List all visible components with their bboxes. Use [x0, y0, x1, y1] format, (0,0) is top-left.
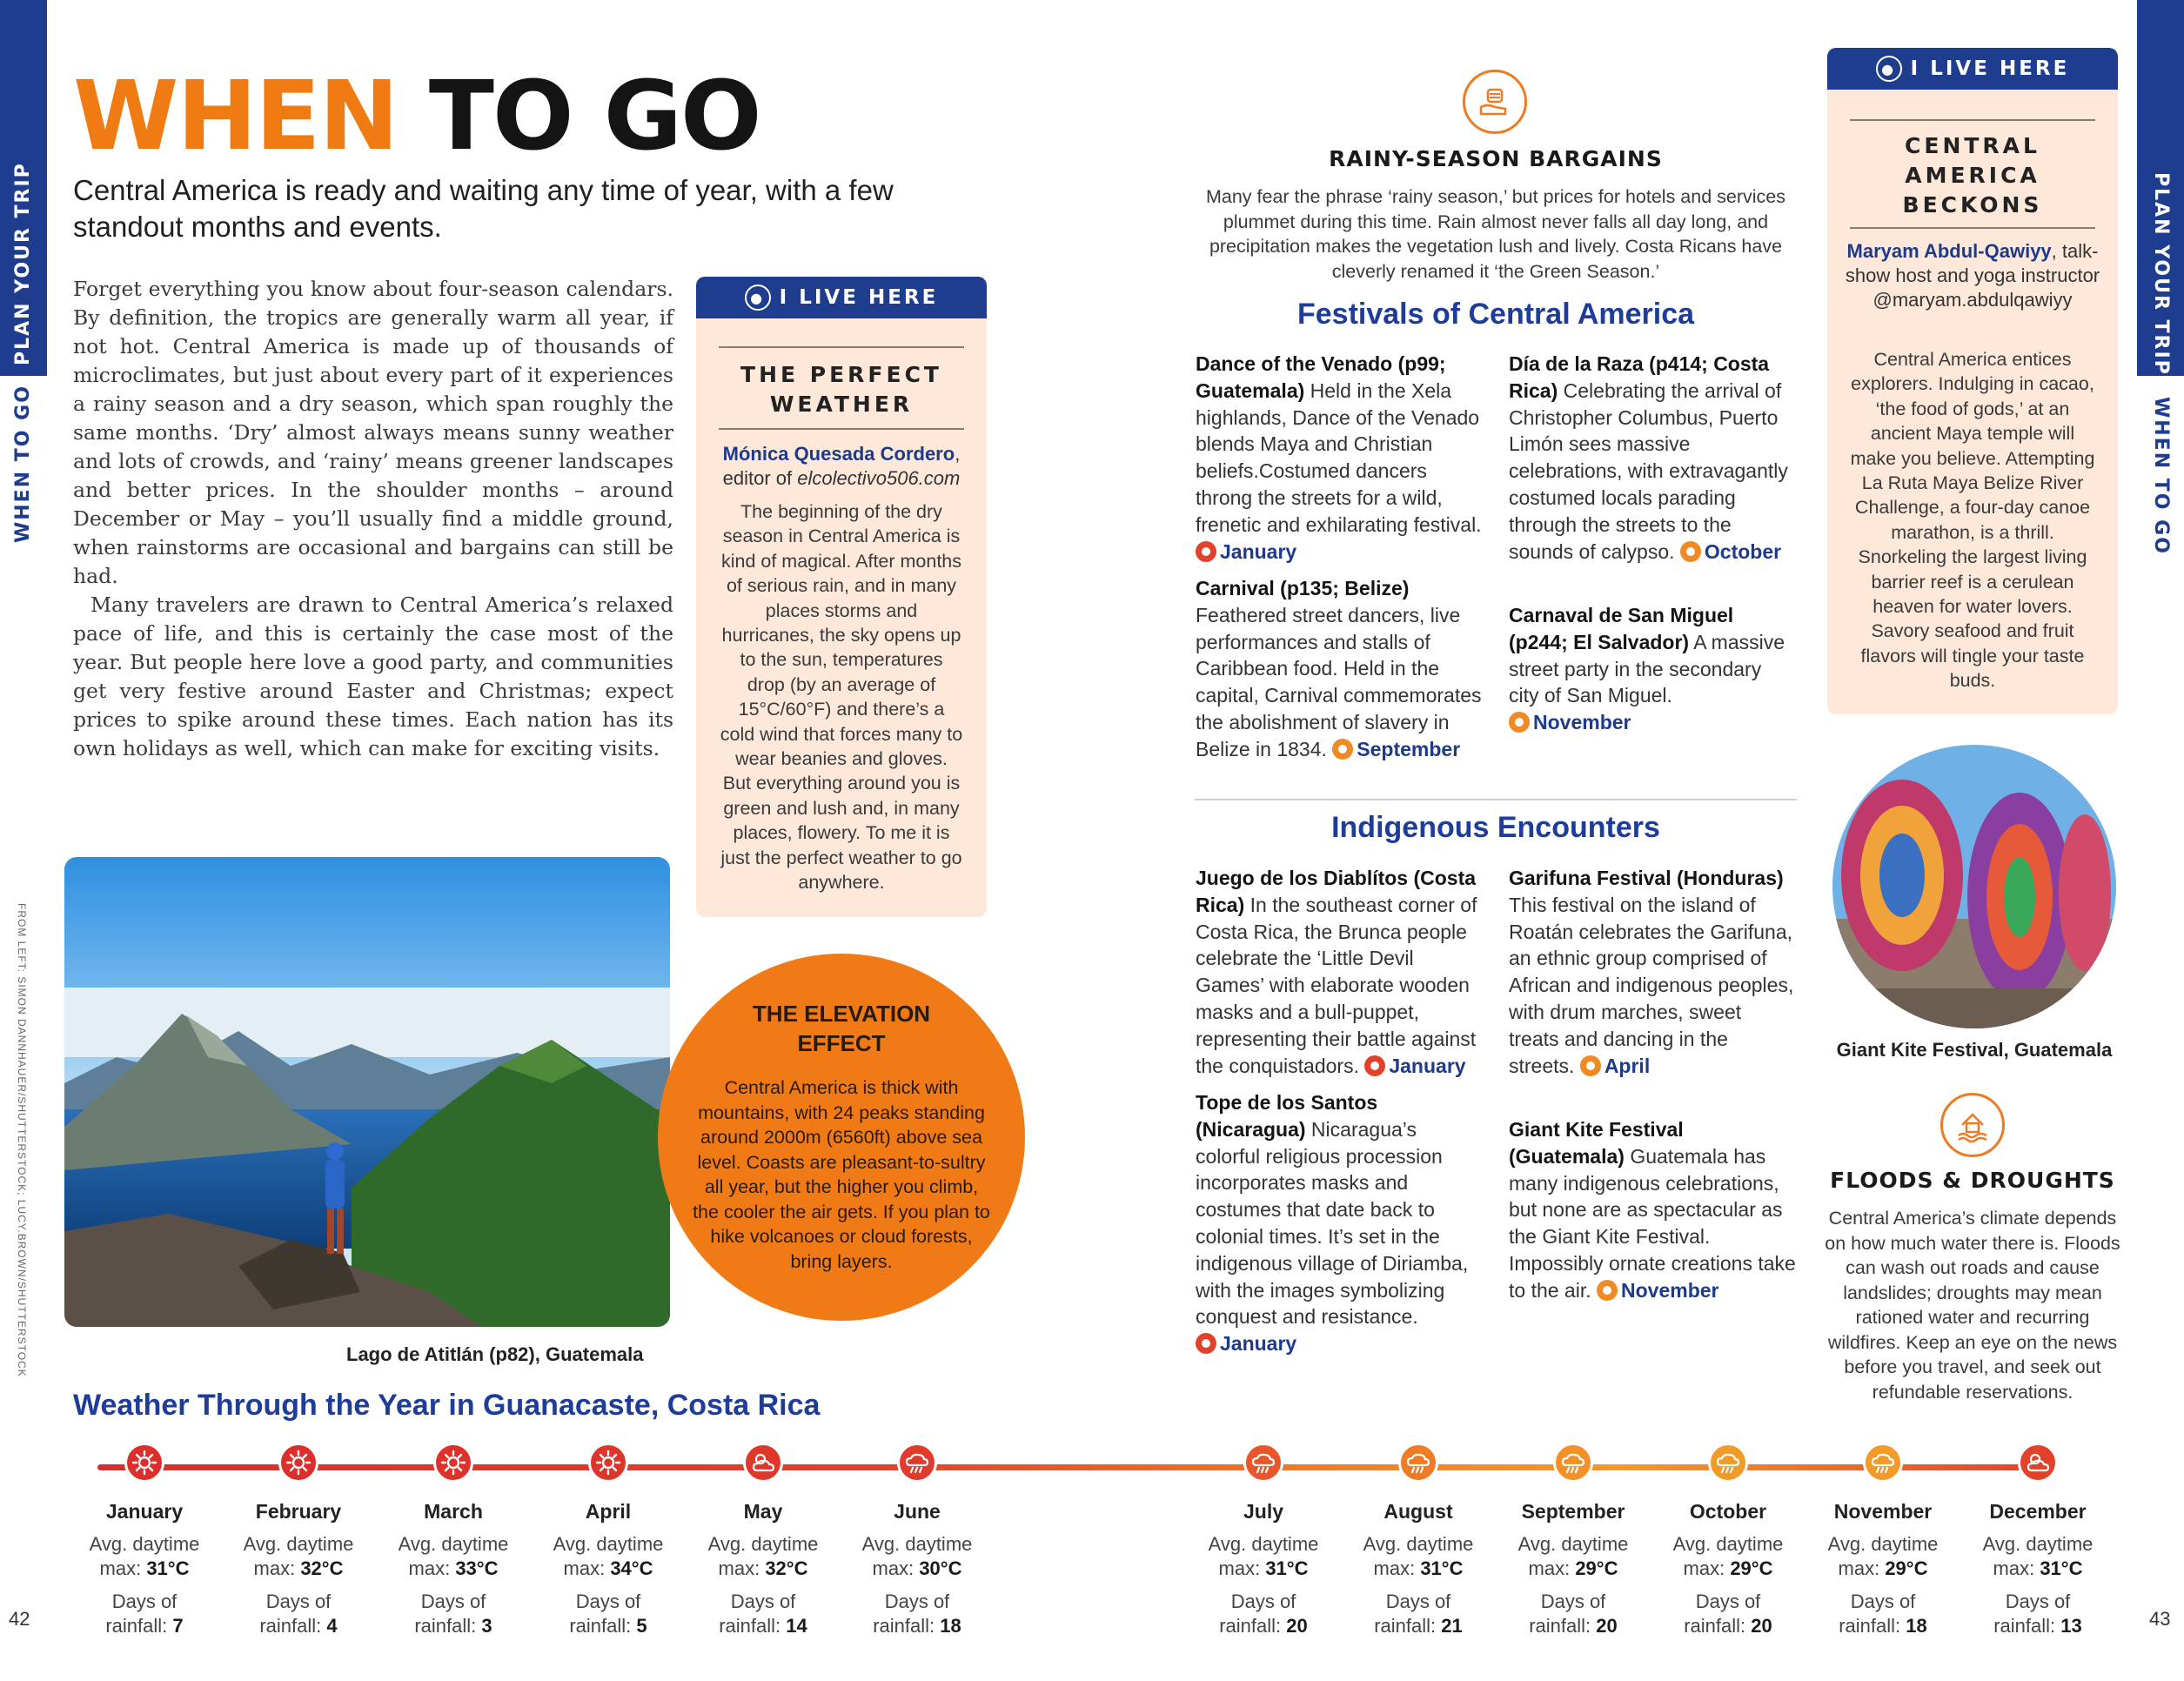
rain-cloud-icon	[1243, 1443, 1283, 1483]
sun-icon	[278, 1443, 318, 1483]
sun-icon	[588, 1443, 628, 1483]
section-divider	[1195, 799, 1797, 800]
temp-label: max:	[563, 1557, 611, 1579]
rain-value: 7	[172, 1615, 184, 1637]
festivals-heading: Festivals of Central America	[1296, 298, 1695, 331]
sun-icon	[433, 1443, 473, 1483]
weather-month-february	[224, 1443, 372, 1638]
rain-cloud-icon	[1597, 1280, 1618, 1301]
weather-temp	[843, 1532, 991, 1581]
sun-cloud-icon	[2018, 1443, 2058, 1483]
rain-label: Days of	[111, 1591, 178, 1612]
weather-month-name: May	[743, 1500, 783, 1523]
weather-month-august	[1344, 1443, 1492, 1638]
weather-month-name: September	[1521, 1500, 1625, 1523]
indigenous-item	[1509, 865, 1796, 1079]
temp-label: max:	[718, 1557, 766, 1579]
rain-label: Days of	[1695, 1591, 1761, 1612]
author-credit: Maryam Abdul-Qawiyy, talk-show host and yoga instructor @maryam.abdulqawiyy	[1845, 240, 2100, 311]
sun-icon	[1196, 1333, 1216, 1354]
flood-house-icon-glyph	[1953, 1106, 1992, 1144]
floods-text: Central America’s climate depends on how much water there is. Floods can wash out roads and cause landslides; droughts may mean rationed water and recurring wildfires. Keep an eye on the news before you travel, and seek out refundable reservations.	[1825, 1208, 2120, 1403]
temp-label: max:	[872, 1557, 920, 1579]
weather-month-june	[843, 1443, 991, 1638]
title-line: WEATHER	[769, 392, 914, 417]
temp-value: 29°C	[1885, 1557, 1928, 1579]
temp-label: Avg. daytime	[1517, 1533, 1629, 1555]
month-label: January	[1220, 539, 1297, 563]
temp-label: max:	[1528, 1557, 1576, 1579]
temp-label: max:	[1838, 1557, 1886, 1579]
lake-photo-illustration	[64, 857, 670, 1327]
temp-value: 31°C	[146, 1557, 190, 1579]
temp-value: 31°C	[1420, 1557, 1464, 1579]
live-here-title	[696, 360, 987, 419]
author-name: Mónica Quesada Cordero	[722, 443, 955, 465]
sun-icon	[1364, 1055, 1385, 1076]
flood-house-icon	[1940, 1093, 2005, 1157]
photo-credit: FROM LEFT: SIMON DANNHAUER/SHUTTERSTOCK; LUCY.BROWN/SHUTTERSTOCK	[16, 903, 28, 1377]
rain-label: rainfall:	[569, 1615, 637, 1637]
temp-label: max:	[1218, 1557, 1266, 1579]
rain-label: Days of	[1850, 1591, 1916, 1612]
elevation-title	[658, 999, 1025, 1058]
festival-item	[1196, 575, 1483, 763]
author-credit: Mónica Quesada Cordero, editor of elcolectivo506.com	[722, 443, 961, 489]
divider	[1850, 119, 2095, 121]
indigenous-heading: Indigenous Encounters	[1331, 811, 1660, 844]
live-here-title	[1827, 131, 2118, 220]
weather-month-name: October	[1689, 1500, 1767, 1523]
left-tab-label: PLAN YOUR TRIP	[12, 162, 34, 365]
weather-temp	[1964, 1532, 2112, 1581]
title-line: AMERICA	[1905, 163, 2040, 188]
weather-month-name: June	[894, 1500, 941, 1523]
temp-label: max:	[99, 1557, 147, 1579]
indigenous-month	[1597, 1279, 1718, 1302]
weather-month-name: November	[1833, 1500, 1933, 1523]
rain-label: rainfall:	[105, 1615, 173, 1637]
festival-item	[1196, 351, 1483, 565]
temp-value: 34°C	[610, 1557, 653, 1579]
sun-icon	[124, 1443, 164, 1483]
weather-temp	[379, 1532, 527, 1581]
weather-rain	[1964, 1590, 2112, 1638]
rain-label: rainfall:	[719, 1615, 787, 1637]
month-label: November	[1533, 711, 1631, 734]
weather-rain	[843, 1590, 991, 1638]
weather-month-january	[70, 1443, 218, 1638]
rain-label: Days of	[420, 1591, 486, 1612]
rain-label: rainfall:	[1993, 1615, 2061, 1637]
rain-label: rainfall:	[1684, 1615, 1752, 1637]
rain-label: Days of	[730, 1591, 796, 1612]
rain-label: rainfall:	[1219, 1615, 1287, 1637]
rain-label: rainfall:	[1529, 1615, 1597, 1637]
festival-text: Held in the Xela highlands, Dance of the Venado blends Maya and Christian beliefs.Costumed dancers throng the streets for a wild, frenetic and exhilarating festival.	[1196, 378, 1482, 536]
weather-month-name: December	[1989, 1500, 2087, 1523]
weather-rain	[379, 1590, 527, 1638]
right-section-label: WHEN TO GO	[2150, 397, 2172, 555]
month-label: November	[1621, 1278, 1719, 1302]
rain-value: 13	[2060, 1615, 2082, 1637]
rain-cloud-icon	[1708, 1443, 1748, 1483]
lake-photo-caption: Lago de Atitlán (p82), Guatemala	[346, 1343, 644, 1365]
weather-rain	[224, 1590, 372, 1638]
weather-month-name: February	[255, 1500, 342, 1523]
rain-value: 21	[1441, 1615, 1463, 1637]
temp-value: 32°C	[765, 1557, 808, 1579]
title-when: WHEN	[73, 60, 398, 171]
month-label: October	[1704, 539, 1782, 563]
rain-value: 4	[326, 1615, 338, 1637]
live-here-box-beckons	[1827, 48, 2118, 714]
weather-month-july	[1189, 1443, 1337, 1638]
temp-label: max:	[253, 1557, 301, 1579]
rain-value: 20	[1751, 1615, 1772, 1637]
indigenous-text: Nicaragua’s colorful religious procession incorporates masks and costumes that date back to colonial times. It’s set in the indigenous village of Diriamba, with the images symbolizing conquest and resistance.	[1196, 1117, 1469, 1329]
rain-value: 20	[1596, 1615, 1618, 1637]
author-name: Maryam Abdul-Qawiyy	[1846, 240, 2052, 262]
festival-name: Dance of the Venado (p99; Guatemala)	[1196, 352, 1446, 402]
page-title	[73, 60, 760, 171]
title-to-go: TO GO	[428, 60, 760, 171]
indigenous-name: Juego de los Diablítos (Costa Rica)	[1196, 867, 1477, 916]
live-here-box-weather	[696, 277, 987, 917]
divider	[719, 428, 964, 430]
rain-label: rainfall:	[1374, 1615, 1442, 1637]
month-label: January	[1220, 1332, 1297, 1356]
kite-festival-photo	[1832, 745, 2116, 1028]
indigenous-month	[1580, 1055, 1650, 1077]
weather-month-may	[689, 1443, 837, 1638]
sun-cloud-icon	[1580, 1055, 1601, 1076]
rain-value: 14	[786, 1615, 807, 1637]
temp-value: 31°C	[2040, 1557, 2083, 1579]
temp-value: 31°C	[1265, 1557, 1309, 1579]
page-subtitle: Central America is ready and waiting any time of year, with a few standout months and events.	[73, 174, 894, 243]
temp-value: 32°C	[300, 1557, 344, 1579]
indigenous-month	[1364, 1055, 1465, 1077]
month-label: April	[1604, 1054, 1651, 1077]
temp-label: Avg. daytime	[553, 1533, 664, 1555]
temp-label: Avg. daytime	[707, 1533, 819, 1555]
rain-value: 18	[940, 1615, 961, 1637]
weather-temp	[1499, 1532, 1647, 1581]
page-number-left: 42	[9, 1608, 30, 1630]
rain-label: rainfall:	[414, 1615, 482, 1637]
weather-month-name: April	[585, 1500, 632, 1523]
rain-value: 20	[1286, 1615, 1308, 1637]
title-line: CENTRAL	[1905, 133, 2040, 158]
weather-month-name: March	[424, 1500, 483, 1523]
indigenous-name: Garifuna Festival (Honduras)	[1509, 867, 1784, 889]
rain-cloud-icon	[1553, 1443, 1593, 1483]
pin-badge-icon: ●	[745, 285, 771, 311]
left-section-label: WHEN TO GO	[12, 385, 34, 543]
weather-rain	[689, 1590, 837, 1638]
sun-cloud-icon	[1332, 739, 1353, 760]
temp-label: Avg. daytime	[1672, 1533, 1784, 1555]
live-here-text: Central America entices explorers. Indulging in cacao, ‘the food of gods,’ at an ancient Maya temple will make you believe. Attempting La Ruta Maya Belize River Challenge, a four-day canoe marathon, is a thrill. Snorkeling the largest living barrier reef is a cerulean heaven for water lovers. Savory seafood and fruit flavors will tingle your taste buds.	[1850, 349, 2095, 692]
kite-photo-caption: Giant Kite Festival, Guatemala	[1836, 1039, 2113, 1061]
sun-cloud-icon	[743, 1443, 783, 1483]
weather-temp	[1344, 1532, 1492, 1581]
indigenous-item	[1509, 1116, 1796, 1304]
rain-label: Days of	[884, 1591, 950, 1612]
pin-badge-icon: ●	[1876, 56, 1902, 82]
festival-text: Feathered street dancers, live performances and stalls of Caribbean food. Held in the capital, Carnival commemorates the abolishment of slavery in Belize in 1834.	[1196, 603, 1482, 760]
lake-atitlan-photo	[64, 857, 670, 1327]
weather-rain	[1809, 1590, 1957, 1638]
rain-label: Days of	[1230, 1591, 1296, 1612]
weather-temp	[534, 1532, 682, 1581]
temp-label: Avg. daytime	[89, 1533, 200, 1555]
floods-title: FLOODS & DROUGHTS	[1830, 1168, 2115, 1193]
temp-value: 33°C	[455, 1557, 499, 1579]
festival-name: Día de la Raza (p414; Costa Rica)	[1509, 352, 1770, 402]
weather-rain	[1189, 1590, 1337, 1638]
month-label: September	[1357, 737, 1461, 760]
temp-value: 30°C	[919, 1557, 962, 1579]
weather-rain	[1344, 1590, 1492, 1638]
indigenous-text: In the southeast corner of Costa Rica, the Brunca people celebrate the ‘Little Devil Games’ with elaborate wooden masks and a bull-puppet, representing their battle against the conquistadors.	[1196, 893, 1477, 1077]
weather-month-september	[1499, 1443, 1647, 1638]
live-here-label: I LIVE HERE	[779, 286, 939, 309]
weather-temp	[70, 1532, 218, 1581]
indigenous-item	[1196, 1089, 1483, 1357]
author-role: editor of	[722, 467, 798, 489]
weather-temp	[689, 1532, 837, 1581]
rainy-season-text: Many fear the phrase ‘rainy season,’ but prices for hotels and services plummet during this time. Rain almost never falls all day long, and precipitation makes the vegetation lush and lively. Costa Ricans have cleverly renamed it ‘the Green Season.’	[1205, 186, 1786, 282]
rain-label: Days of	[2005, 1591, 2071, 1612]
weather-temp	[1654, 1532, 1802, 1581]
title-line: THE ELEVATION	[752, 1001, 931, 1027]
rainy-season-title: RAINY-SEASON BARGAINS	[1329, 146, 1663, 171]
temp-value: 29°C	[1575, 1557, 1618, 1579]
weather-month-name: August	[1383, 1500, 1453, 1523]
live-here-label: I LIVE HERE	[1910, 57, 2070, 80]
weather-rain	[1654, 1590, 1802, 1638]
rain-label: Days of	[265, 1591, 332, 1612]
weather-temp	[1189, 1532, 1337, 1581]
title-line: THE PERFECT	[740, 362, 942, 387]
festival-text: Celebrating the arrival of Christopher Columbus, Puerto Limón sees massive celebrations, with extravagantly costumed locals parading through the streets to the sounds of calypso.	[1509, 378, 1788, 563]
temp-label: Avg. daytime	[398, 1533, 509, 1555]
weather-temp	[1809, 1532, 1957, 1581]
festival-name: Carnival (p135; Belize)	[1196, 577, 1410, 599]
temp-label: max:	[408, 1557, 456, 1579]
festival-month	[1332, 738, 1460, 760]
month-label: January	[1389, 1054, 1466, 1077]
rain-cloud-icon	[1398, 1443, 1438, 1483]
live-here-text: The beginning of the dry season in Central America is kind of magical. After months of serious rain, and in many places storms and hurricanes, the sky opens up to the sun, temperatures drop (by an average of 15°C/60°F) and there’s a cold wind that forces many to wear beanies and gloves. But everything around you is green and lush and, in many places, flowery. To me it is just the perfect weather to go anywhere.	[720, 501, 963, 894]
temp-label: Avg. daytime	[861, 1533, 973, 1555]
weather-rain	[534, 1590, 682, 1638]
wallet-icon	[1463, 70, 1527, 134]
weather-month-december	[1964, 1443, 2112, 1638]
title-line: BECKONS	[1902, 192, 2043, 218]
temp-label: Avg. daytime	[1827, 1533, 1939, 1555]
temp-label: Avg. daytime	[243, 1533, 354, 1555]
rain-label: rainfall:	[259, 1615, 327, 1637]
rain-label: Days of	[575, 1591, 641, 1612]
temp-label: max:	[1683, 1557, 1731, 1579]
festival-text: A massive street party in the secondary city of San Miguel.	[1509, 630, 1785, 707]
weather-month-march	[379, 1443, 527, 1638]
weather-month-name: July	[1243, 1500, 1284, 1523]
rain-cloud-icon	[1863, 1443, 1903, 1483]
temp-label: Avg. daytime	[1363, 1533, 1474, 1555]
indigenous-item	[1196, 865, 1483, 1079]
weather-temp	[224, 1532, 372, 1581]
rain-label: Days of	[1540, 1591, 1606, 1612]
rain-cloud-icon	[1509, 712, 1530, 733]
weather-title: Weather Through the Year in Guanacaste, Costa Rica	[73, 1389, 821, 1422]
temp-label: Avg. daytime	[1982, 1533, 2094, 1555]
live-here-header	[696, 277, 987, 318]
festival-month	[1196, 540, 1296, 563]
rain-label: rainfall:	[1839, 1615, 1906, 1637]
intro-paragraph-1: Forget everything you know about four-season calendars. By definition, the tropics are generally warm all year, if not hot. Central America is made up of thousands of microclimates, but just about every part of it experiences a rainy season and a dry season, which span roughly the same months. ‘Dry’ almost always means sunny weather and lots of crowds, and ‘rainy’ means greener landscapes and better prices. In the shoulder months – around December or May – you’ll usually find a middle ground, when rainstorms are occasional and bargains can still be had.	[73, 277, 673, 588]
indigenous-text: This festival on the island of Roatán celebrates the Garifuna, an ethnic group comprised of African and indigenous peoples, with drum marches, sweet treats and dancing in the streets.	[1509, 893, 1794, 1077]
author-site: elcolectivo506.com	[797, 467, 961, 489]
title-line: EFFECT	[797, 1030, 886, 1056]
weather-month-name: January	[105, 1500, 184, 1523]
weather-month-october	[1654, 1443, 1802, 1638]
indigenous-name: Giant Kite Festival (Guatemala)	[1509, 1118, 1684, 1168]
rain-value: 5	[636, 1615, 647, 1637]
indigenous-name: Tope de los Santos (Nicaragua)	[1196, 1091, 1378, 1141]
kite-photo-illustration	[1832, 745, 2116, 1028]
divider	[719, 346, 964, 348]
rain-value: 3	[481, 1615, 492, 1637]
author-role: talk-show host and yoga instructor @maryam.abdulqawiyy	[1845, 240, 2100, 311]
divider	[1850, 227, 2095, 229]
weather-month-november	[1809, 1443, 1957, 1638]
weather-rain	[1499, 1590, 1647, 1638]
temp-label: max:	[1373, 1557, 1421, 1579]
festival-month	[1680, 540, 1781, 563]
rain-label: rainfall:	[873, 1615, 941, 1637]
page-number-right: 43	[2149, 1608, 2171, 1630]
rain-cloud-icon	[897, 1443, 937, 1483]
intro-text	[73, 275, 673, 763]
festival-month	[1509, 711, 1631, 733]
festival-item	[1509, 602, 1796, 736]
wallet-icon-glyph	[1476, 83, 1514, 121]
sun-icon	[1196, 541, 1216, 562]
weather-month-april	[534, 1443, 682, 1638]
temp-value: 29°C	[1730, 1557, 1773, 1579]
indigenous-text: Guatemala has many indigenous celebrations, but none are as spectacular as the Giant Kite Festival. Impossibly ornate creations take to the air.	[1509, 1144, 1796, 1302]
festival-name: Carnaval de San Miguel (p244; El Salvador)	[1509, 604, 1734, 653]
rain-label: Days of	[1385, 1591, 1451, 1612]
elevation-effect-circle	[658, 954, 1025, 1321]
intro-paragraph-2: Many travelers are drawn to Central America’s relaxed pace of life, and this is certainly the case most of the year. But people here love a good party, and communities get very festive around Easter and Christmas; expect prices to spike around these times. Each nation has its own holidays as well, which can make for exciting visits.	[73, 593, 673, 760]
live-here-header	[1827, 48, 2118, 90]
elevation-text: Central America is thick with mountains, with 24 peaks standing around 2000m (6560ft) above sea level. Coasts are pleasant-to-sultry all year, but the higher you climb, the cooler the air gets. If you plan to hike volcanoes or cloud forests, bring layers.	[693, 1077, 990, 1272]
right-tab-label: PLAN YOUR TRIP	[2150, 172, 2172, 376]
festival-item	[1509, 351, 1796, 565]
rain-value: 18	[1906, 1615, 1927, 1637]
temp-label: max:	[1993, 1557, 2040, 1579]
temp-label: Avg. daytime	[1208, 1533, 1319, 1555]
rain-cloud-icon	[1680, 541, 1701, 562]
weather-rain	[70, 1590, 218, 1638]
indigenous-month	[1196, 1332, 1296, 1355]
